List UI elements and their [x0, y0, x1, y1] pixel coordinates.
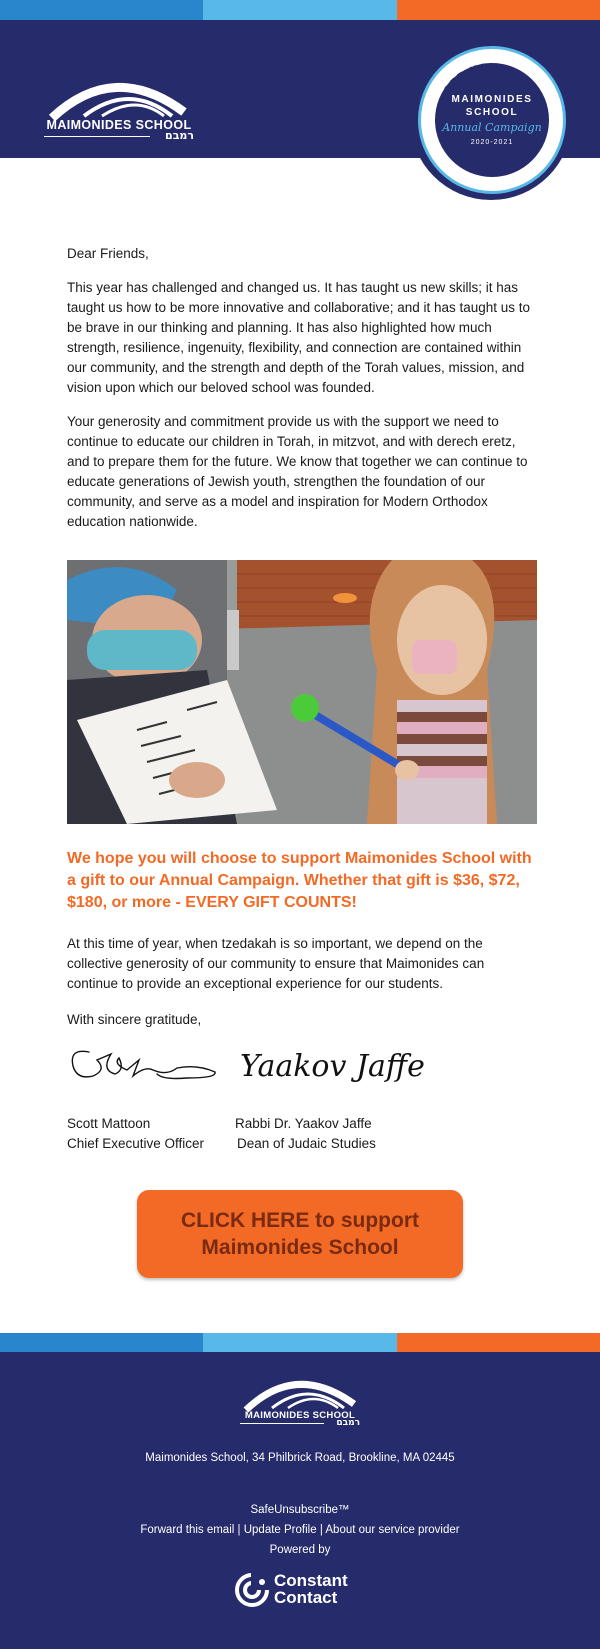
stripe-light-blue: [203, 0, 397, 20]
signature-scott-mattoon: [67, 1040, 222, 1092]
logo-text: MAIMONIDES SCHOOL: [46, 118, 192, 132]
stripe-orange: [397, 1333, 600, 1353]
constant-contact-icon: [234, 1572, 270, 1608]
safe-unsubscribe-link[interactable]: SafeUnsubscribe™: [250, 1504, 350, 1516]
signer-2-title: Dean of Judaic Studies: [237, 1136, 376, 1151]
maimonides-logo[interactable]: [44, 72, 194, 148]
photo-image: [67, 560, 537, 824]
powered-by: Powered by: [269, 1544, 331, 1556]
signer-1: [67, 1114, 204, 1154]
footer-links: [0, 1524, 600, 1536]
letter-closing: With sincere gratitude,: [67, 1012, 202, 1027]
donate-button[interactable]: [137, 1190, 463, 1278]
badge-title-line1: MAIMONIDES: [451, 94, 533, 105]
signer-2: [235, 1114, 376, 1154]
badge-script: Annual Campaign: [442, 121, 542, 134]
campaign-badge: [410, 38, 572, 200]
footer-logo-arc-icon: [240, 1372, 360, 1412]
bottom-color-stripe: [0, 1333, 600, 1353]
cc-line2: Contact: [274, 1588, 338, 1607]
badge-top-arc: SEE YOURSELF: [442, 61, 540, 96]
footer-logo-underline: [240, 1423, 324, 1424]
footer-logo[interactable]: [240, 1372, 360, 1430]
letter-paragraph-2: Your generosity and commitment provide us with the support we need to continue to educate our children in Torah, in mitzvot, and with derech eretz, and to prepare them for the future. We know that together we can continue to educate generations of Jewish youth, strengthen the foundation of our community, and serve as a model and inspiration for Modern Orthodox education nationwide.: [67, 414, 528, 529]
constant-contact-text: [274, 1572, 348, 1606]
footer-address: Maimonides School, 34 Philbrick Road, Brookline, MA 02445: [145, 1452, 455, 1464]
footer-separator: |: [237, 1524, 241, 1536]
letter-paragraph-3: At this time of year, when tzedakah is so important, we depend on the collective generosity of our community to ensure that Maimonides can continue to provide an exceptional experience for our students.: [67, 936, 485, 991]
stripe-blue: [0, 1333, 203, 1353]
donate-button-line2: Maimonides School: [201, 1236, 399, 1259]
appeal-text: We hope you will choose to support Maimonides School with a gift to our Annual Campaign. Whether that gift is $36, $72, $180, or more - EVERY GIFT COUNTS!: [67, 850, 532, 911]
footer-logo-hebrew: רמבם: [336, 1418, 360, 1428]
donate-button-line1: CLICK HERE to support: [181, 1209, 419, 1232]
badge-curved-text: [410, 38, 572, 200]
update-profile-link[interactable]: Update Profile: [243, 1524, 317, 1536]
footer-logo-text: MAIMONIDES SCHOOL: [244, 1410, 356, 1421]
badge-years: 2020-2021: [470, 139, 514, 146]
top-color-stripe: [0, 0, 600, 20]
signature-yaakov-jaffe: [234, 1036, 425, 1100]
donate-button-label: [181, 1207, 419, 1261]
forward-email-link[interactable]: Forward this email: [140, 1524, 235, 1536]
logo-underline: [44, 136, 150, 137]
stripe-orange: [397, 0, 600, 20]
logo-hebrew: רמבם: [165, 129, 194, 142]
campaign-photo: [67, 560, 537, 824]
footer: [0, 1352, 600, 1649]
signer-1-name: Scott Mattoon: [67, 1116, 151, 1131]
letter-greeting: Dear Friends,: [67, 246, 149, 261]
letter-paragraph-1: This year has challenged and changed us. It has taught us new skills; it has taught us how to be more innovative and collaborative; and it has taught us to be brave in our thinking and planning. It has also highlighted how much strength, resilience, ingenuity, flexibility, and connection are contained within our community, and the strength and depth of the Torah values, mission, and vision upon which our beloved school was founded.: [67, 280, 531, 395]
constant-contact-logo[interactable]: [232, 1570, 372, 1610]
stripe-light-blue: [203, 1333, 397, 1353]
stripe-blue: [0, 0, 203, 20]
badge-bottom-arc: IN OUR STORY: [447, 146, 535, 177]
logo-arc-icon: [44, 72, 194, 122]
footer-separator: |: [319, 1524, 323, 1536]
cc-line1: Constant: [274, 1571, 348, 1590]
signature-script-text: Yaakov Jaffe: [240, 1049, 425, 1084]
signer-2-name: Rabbi Dr. Yaakov Jaffe: [235, 1116, 372, 1131]
signer-1-title: Chief Executive Officer: [67, 1136, 205, 1151]
badge-title-line2: SCHOOL: [465, 107, 519, 118]
about-provider-link[interactable]: About our service provider: [325, 1524, 460, 1536]
